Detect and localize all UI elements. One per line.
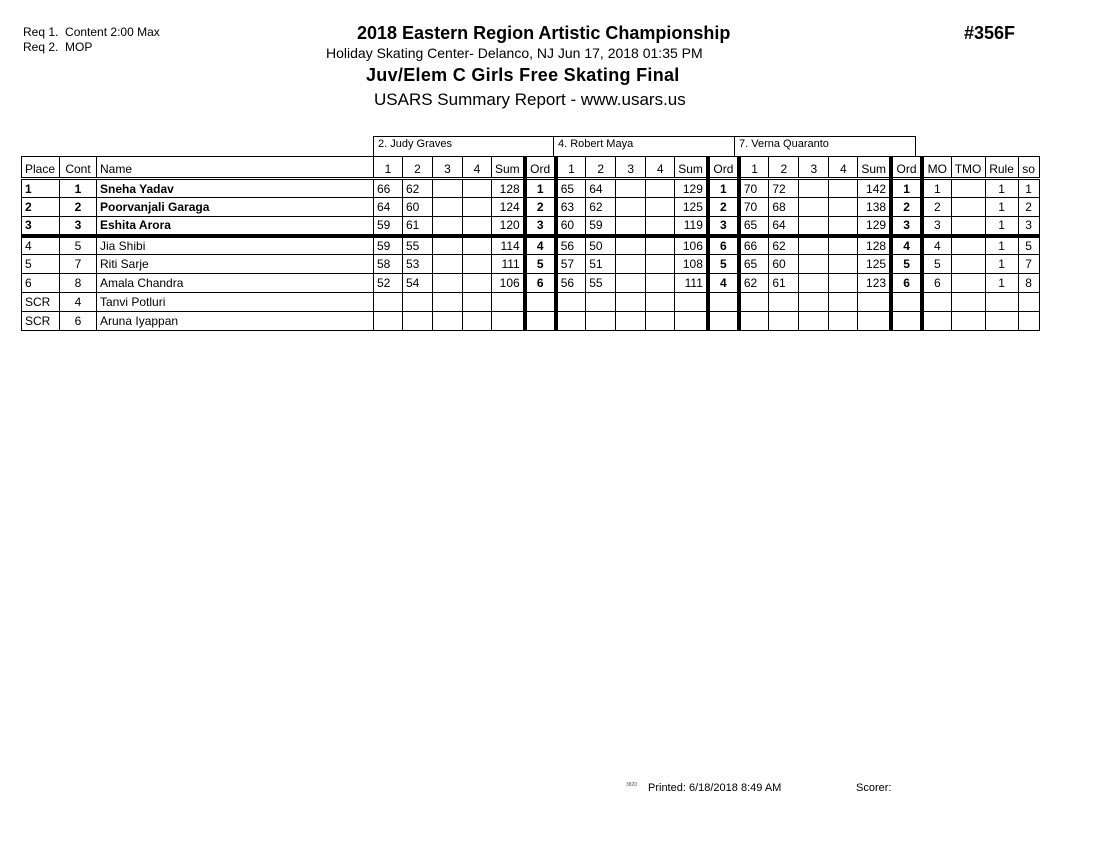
table-row xyxy=(22,274,1040,293)
majority-ordinal-cell: 3 xyxy=(922,217,951,236)
judge-1-score-1 xyxy=(374,293,403,312)
rule-cell: 1 xyxy=(985,274,1018,293)
majority-ordinal-cell: 1 xyxy=(922,179,951,198)
contestant-number-cell: 8 xyxy=(60,274,97,293)
rule-cell: 1 xyxy=(985,179,1018,198)
judge-1-sum: 124 xyxy=(492,198,525,217)
judge-3-sum: 142 xyxy=(858,179,891,198)
judge-3-score-2: 68 xyxy=(769,198,799,217)
table-row xyxy=(22,312,1040,331)
skate-order-cell: 1 xyxy=(1018,179,1039,198)
tmo-cell xyxy=(951,179,985,198)
judge-3-ordinal: 1 xyxy=(891,179,922,198)
judge-2-score-1: 65 xyxy=(556,179,586,198)
majority-ordinal-cell: 2 xyxy=(922,198,951,217)
judge-1-score-1: 58 xyxy=(374,255,403,274)
judge-2-score-2 xyxy=(586,312,616,331)
judge-2-score-4 xyxy=(646,255,675,274)
skate-order-cell xyxy=(1018,293,1039,312)
judge-1-ordinal: 3 xyxy=(525,217,556,236)
judge-1-ordinal: 6 xyxy=(525,274,556,293)
judge-3-sum: 123 xyxy=(858,274,891,293)
col-header-j2-2: 2 xyxy=(586,157,616,179)
judge-1-score-3 xyxy=(433,312,463,331)
judge-1-score-1: 59 xyxy=(374,217,403,236)
skate-order-cell: 5 xyxy=(1018,236,1039,255)
judge-3-score-3 xyxy=(799,236,829,255)
judge-2-sum: 129 xyxy=(675,179,708,198)
tmo-cell xyxy=(951,312,985,331)
judge-1-score-1: 59 xyxy=(374,236,403,255)
judge-2-score-2: 50 xyxy=(586,236,616,255)
judge-1-score-2 xyxy=(403,293,433,312)
judge-3-ordinal: 2 xyxy=(891,198,922,217)
col-header-j1-1: 1 xyxy=(374,157,403,179)
judge-2-score-3 xyxy=(616,179,646,198)
skate-order-cell: 2 xyxy=(1018,198,1039,217)
judge-1-score-2: 55 xyxy=(403,236,433,255)
judge-2-score-3 xyxy=(616,217,646,236)
rule-cell xyxy=(985,293,1018,312)
judge-1-ordinal xyxy=(525,312,556,331)
venue-date-line: Holiday Skating Center- Delanco, NJ Jun 17, 2018 01:35 PM xyxy=(326,45,703,61)
scorer-label: Scorer: xyxy=(856,782,892,794)
skater-name-cell: Tanvi Potluri xyxy=(97,293,374,312)
judge-1-score-1: 66 xyxy=(374,179,403,198)
judge-1-sum: 120 xyxy=(492,217,525,236)
table-row xyxy=(22,255,1040,274)
judge-1-score-1: 64 xyxy=(374,198,403,217)
rule-cell: 1 xyxy=(985,236,1018,255)
contestant-number-cell: 4 xyxy=(60,293,97,312)
judge-2-score-2: 62 xyxy=(586,198,616,217)
judge-3-ordinal: 5 xyxy=(891,255,922,274)
judge-1-score-2: 62 xyxy=(403,179,433,198)
place-cell: 2 xyxy=(22,198,60,217)
judge-1-score-4 xyxy=(463,236,492,255)
table-row xyxy=(22,217,1040,236)
skater-name-cell: Amala Chandra xyxy=(97,274,374,293)
judge-3-score-2: 64 xyxy=(769,217,799,236)
col-header-j2-ord: Ord xyxy=(708,157,739,179)
col-header-j2-4: 4 xyxy=(646,157,675,179)
judge-3-score-2: 62 xyxy=(769,236,799,255)
contestant-number-cell: 3 xyxy=(60,217,97,236)
judge-3-score-1 xyxy=(739,312,769,331)
judge-1-score-3 xyxy=(433,293,463,312)
col-header-j2-3: 3 xyxy=(616,157,646,179)
judge-2-score-4 xyxy=(646,293,675,312)
rule-cell: 1 xyxy=(985,198,1018,217)
judge-1-sum: 114 xyxy=(492,236,525,255)
judge-2-ordinal xyxy=(708,293,739,312)
judge-3-score-3 xyxy=(799,198,829,217)
judge-3-score-3 xyxy=(799,255,829,274)
place-cell: 6 xyxy=(22,274,60,293)
contestant-number-cell: 6 xyxy=(60,312,97,331)
tmo-cell xyxy=(951,293,985,312)
judge-2-score-1 xyxy=(556,312,586,331)
judge-2-score-2: 51 xyxy=(586,255,616,274)
col-header-rule: Rule xyxy=(985,157,1018,179)
judge-2-score-1: 63 xyxy=(556,198,586,217)
judge-1-ordinal: 2 xyxy=(525,198,556,217)
judge-2-score-3 xyxy=(616,198,646,217)
majority-ordinal-cell xyxy=(922,312,951,331)
requirement-2-text: MOP xyxy=(65,40,93,54)
tmo-cell xyxy=(951,274,985,293)
judge-2-score-1: 60 xyxy=(556,217,586,236)
judge-1-ordinal: 5 xyxy=(525,255,556,274)
place-cell: 5 xyxy=(22,255,60,274)
col-header-j3-ord: Ord xyxy=(891,157,922,179)
judge-1-score-2 xyxy=(403,312,433,331)
judge-2-score-2 xyxy=(586,293,616,312)
judge-2-score-2: 64 xyxy=(586,179,616,198)
judge-2-ordinal: 6 xyxy=(708,236,739,255)
judge-3-sum xyxy=(858,312,891,331)
skater-name-cell: Sneha Yadav xyxy=(97,179,374,198)
col-header-j1-2: 2 xyxy=(403,157,433,179)
judge-3-score-2: 60 xyxy=(769,255,799,274)
tmo-cell xyxy=(951,217,985,236)
table-row xyxy=(22,236,1040,255)
judge-1-sum: 128 xyxy=(492,179,525,198)
requirement-1-text: Content 2:00 Max xyxy=(65,25,160,39)
tmo-cell xyxy=(951,255,985,274)
col-header-mo: MO xyxy=(922,157,951,179)
judge-2-ordinal: 4 xyxy=(708,274,739,293)
judge-2-sum: 108 xyxy=(675,255,708,274)
judge-2-score-3 xyxy=(616,255,646,274)
judge-3-sum: 128 xyxy=(858,236,891,255)
tmo-cell xyxy=(951,198,985,217)
judge-2-score-4 xyxy=(646,274,675,293)
judge-3-score-4 xyxy=(829,179,858,198)
judge-2-ordinal: 3 xyxy=(708,217,739,236)
judge-3-score-3 xyxy=(799,217,829,236)
judge-2-score-4 xyxy=(646,236,675,255)
judge-3-ordinal: 4 xyxy=(891,236,922,255)
col-header-j1-4: 4 xyxy=(463,157,492,179)
judge-3-score-2 xyxy=(769,312,799,331)
event-title: Juv/Elem C Girls Free Skating Final xyxy=(366,65,680,85)
judge-3-score-2: 61 xyxy=(769,274,799,293)
judge-2-score-3 xyxy=(616,236,646,255)
requirement-1-label: Req 1. xyxy=(23,25,59,39)
col-header-j3-1: 1 xyxy=(739,157,769,179)
judge-2-sum: 111 xyxy=(675,274,708,293)
judge-2-sum: 125 xyxy=(675,198,708,217)
judge-1-score-2: 54 xyxy=(403,274,433,293)
rule-cell: 1 xyxy=(985,255,1018,274)
contestant-number-cell: 1 xyxy=(60,179,97,198)
judge-2-sum xyxy=(675,293,708,312)
judge-3-ordinal: 6 xyxy=(891,274,922,293)
judge-2-score-4 xyxy=(646,179,675,198)
judge-2-score-1: 57 xyxy=(556,255,586,274)
judge-2-score-3 xyxy=(616,293,646,312)
col-header-j1-3: 3 xyxy=(433,157,463,179)
requirement-2 xyxy=(23,40,92,55)
skater-name-cell: Poorvanjali Garaga xyxy=(97,198,374,217)
table-row xyxy=(22,179,1040,198)
skater-name-cell: Jia Shibi xyxy=(97,236,374,255)
skate-order-cell: 8 xyxy=(1018,274,1039,293)
report-title: USARS Summary Report - www.usars.us xyxy=(374,90,686,109)
judge-1-ordinal: 4 xyxy=(525,236,556,255)
judge-2-score-1 xyxy=(556,293,586,312)
judge-header-3: 7. Verna Quaranto xyxy=(734,136,916,156)
judge-3-sum: 125 xyxy=(858,255,891,274)
skate-order-cell: 7 xyxy=(1018,255,1039,274)
judge-1-sum xyxy=(492,293,525,312)
judge-1-ordinal: 1 xyxy=(525,179,556,198)
judge-1-score-4 xyxy=(463,293,492,312)
judge-1-score-4 xyxy=(463,274,492,293)
majority-ordinal-cell: 5 xyxy=(922,255,951,274)
results-table xyxy=(21,156,1040,331)
col-header-place: Place xyxy=(22,157,60,179)
judge-3-score-4 xyxy=(829,293,858,312)
judge-2-score-4 xyxy=(646,312,675,331)
majority-ordinal-cell: 6 xyxy=(922,274,951,293)
judge-3-score-1 xyxy=(739,293,769,312)
judge-1-score-2: 60 xyxy=(403,198,433,217)
skater-name-cell: Aruna Iyappan xyxy=(97,312,374,331)
judge-3-sum: 138 xyxy=(858,198,891,217)
judge-2-score-3 xyxy=(616,312,646,331)
col-header-so: so xyxy=(1018,157,1039,179)
judge-2-score-3 xyxy=(616,274,646,293)
judge-2-score-4 xyxy=(646,217,675,236)
judge-1-score-3 xyxy=(433,274,463,293)
judge-3-ordinal xyxy=(891,312,922,331)
judge-1-sum xyxy=(492,312,525,331)
judge-1-score-3 xyxy=(433,179,463,198)
judge-1-score-3 xyxy=(433,236,463,255)
judge-3-score-4 xyxy=(829,255,858,274)
judge-3-score-1: 70 xyxy=(739,179,769,198)
judge-3-score-4 xyxy=(829,312,858,331)
judge-2-score-2: 59 xyxy=(586,217,616,236)
skate-order-cell xyxy=(1018,312,1039,331)
table-row xyxy=(22,293,1040,312)
requirement-1 xyxy=(23,25,160,40)
judge-3-score-2 xyxy=(769,293,799,312)
judge-3-score-1: 65 xyxy=(739,217,769,236)
judge-3-score-1: 65 xyxy=(739,255,769,274)
judge-header-2: 4. Robert Maya xyxy=(553,136,735,156)
judge-header-1: 2. Judy Graves xyxy=(373,136,554,156)
skate-order-cell: 3 xyxy=(1018,217,1039,236)
skater-name-cell: Riti Sarje xyxy=(97,255,374,274)
col-header-j2-sum: Sum xyxy=(675,157,708,179)
judge-1-score-4 xyxy=(463,312,492,331)
col-header-tmo: TMO xyxy=(951,157,985,179)
judge-1-score-4 xyxy=(463,198,492,217)
judge-1-score-4 xyxy=(463,217,492,236)
judge-2-sum: 119 xyxy=(675,217,708,236)
rule-cell xyxy=(985,312,1018,331)
judge-2-ordinal: 5 xyxy=(708,255,739,274)
judge-2-score-1: 56 xyxy=(556,236,586,255)
judge-1-score-1: 52 xyxy=(374,274,403,293)
judge-3-score-3 xyxy=(799,274,829,293)
place-cell: SCR xyxy=(22,312,60,331)
contestant-number-cell: 7 xyxy=(60,255,97,274)
col-header-j3-4: 4 xyxy=(829,157,858,179)
col-header-j3-sum: Sum xyxy=(858,157,891,179)
judge-1-score-1 xyxy=(374,312,403,331)
judge-1-score-2: 61 xyxy=(403,217,433,236)
judge-2-sum: 106 xyxy=(675,236,708,255)
table-row xyxy=(22,198,1040,217)
judge-3-score-4 xyxy=(829,198,858,217)
place-cell: SCR xyxy=(22,293,60,312)
col-header-cont: Cont xyxy=(60,157,97,179)
place-cell: 1 xyxy=(22,179,60,198)
contestant-number-cell: 5 xyxy=(60,236,97,255)
judge-3-score-3 xyxy=(799,293,829,312)
judge-1-sum: 106 xyxy=(492,274,525,293)
judge-3-score-2: 72 xyxy=(769,179,799,198)
judge-1-score-2: 53 xyxy=(403,255,433,274)
majority-ordinal-cell xyxy=(922,293,951,312)
majority-ordinal-cell: 4 xyxy=(922,236,951,255)
judge-3-score-4 xyxy=(829,274,858,293)
judge-3-score-3 xyxy=(799,179,829,198)
competition-title: 2018 Eastern Region Artistic Championship xyxy=(357,23,731,43)
judge-3-score-1: 62 xyxy=(739,274,769,293)
judge-3-score-4 xyxy=(829,236,858,255)
judge-2-ordinal: 1 xyxy=(708,179,739,198)
judge-1-score-3 xyxy=(433,255,463,274)
judge-2-ordinal: 2 xyxy=(708,198,739,217)
judge-3-sum: 129 xyxy=(858,217,891,236)
judge-2-sum xyxy=(675,312,708,331)
col-header-j1-sum: Sum xyxy=(492,157,525,179)
judge-3-ordinal xyxy=(891,293,922,312)
judge-1-score-3 xyxy=(433,217,463,236)
rule-cell: 1 xyxy=(985,217,1018,236)
contestant-number-cell: 2 xyxy=(60,198,97,217)
judge-3-sum xyxy=(858,293,891,312)
judge-2-score-2: 55 xyxy=(586,274,616,293)
event-number: #356F xyxy=(964,23,1016,43)
skater-name-cell: Eshita Arora xyxy=(97,217,374,236)
requirement-2-label: Req 2. xyxy=(23,40,59,54)
judge-2-ordinal xyxy=(708,312,739,331)
col-header-j3-3: 3 xyxy=(799,157,829,179)
place-cell: 4 xyxy=(22,236,60,255)
col-header-j2-1: 1 xyxy=(556,157,586,179)
judge-1-score-4 xyxy=(463,179,492,198)
results-body xyxy=(22,179,1040,331)
col-header-name: Name xyxy=(97,157,374,179)
tmo-cell xyxy=(951,236,985,255)
judge-3-score-4 xyxy=(829,217,858,236)
judge-3-score-1: 70 xyxy=(739,198,769,217)
judge-1-score-4 xyxy=(463,255,492,274)
col-header-j1-ord: Ord xyxy=(525,157,556,179)
judge-1-ordinal xyxy=(525,293,556,312)
judge-3-ordinal: 3 xyxy=(891,217,922,236)
judge-1-score-3 xyxy=(433,198,463,217)
judge-1-sum: 111 xyxy=(492,255,525,274)
printed-timestamp: Printed: 6/18/2018 8:49 AM xyxy=(648,782,782,794)
judge-3-score-3 xyxy=(799,312,829,331)
table-header-row xyxy=(22,157,1040,179)
version-number: 3820 xyxy=(626,782,638,788)
place-cell: 3 xyxy=(22,217,60,236)
col-header-j3-2: 2 xyxy=(769,157,799,179)
judge-2-score-1: 56 xyxy=(556,274,586,293)
judge-3-score-1: 66 xyxy=(739,236,769,255)
judge-2-score-4 xyxy=(646,198,675,217)
